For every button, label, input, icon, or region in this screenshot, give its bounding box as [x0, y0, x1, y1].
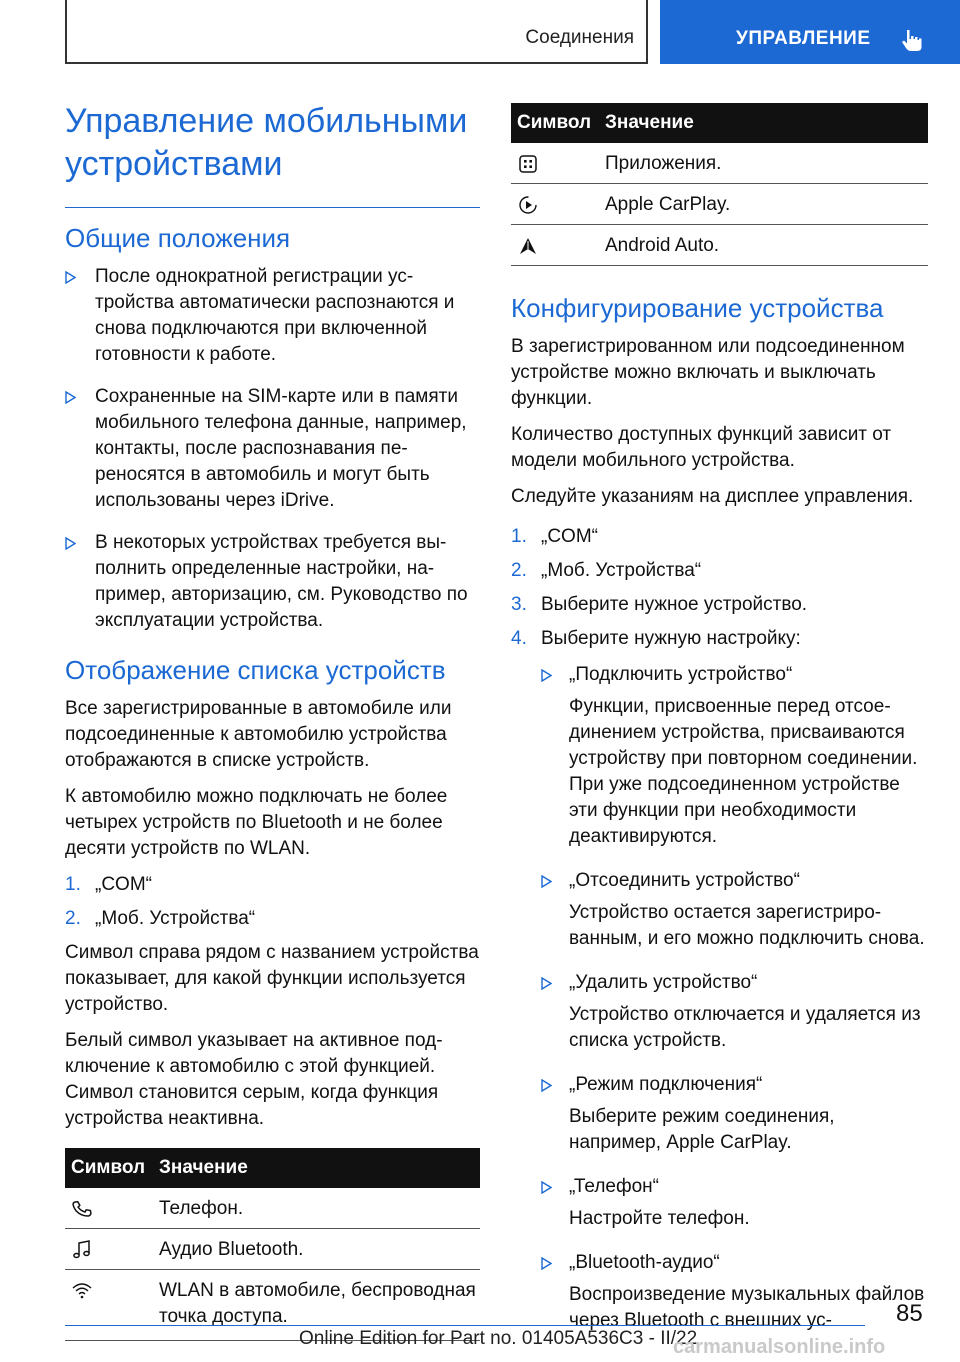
paragraph: Все зарегистрированные в автомобиле или подсоединенные к автомобилю устройства отображаются в списке устройств. [65, 698, 452, 771]
triangle-bullet-icon [541, 1181, 552, 1194]
step-item [65, 872, 480, 898]
table-cell-meaning: Телефон. [159, 1188, 480, 1229]
step-item [511, 626, 928, 652]
title-divider [65, 207, 480, 208]
step-number: 4. [511, 628, 527, 649]
header-section-tab [65, 0, 648, 64]
option-title [511, 662, 928, 688]
page-title-line2: устройствами [65, 145, 283, 183]
table-cell-meaning: Аудио Bluetooth. [159, 1229, 480, 1270]
table-row [65, 1229, 480, 1270]
header-chapter-tab [660, 0, 960, 64]
table-cell-meaning: WLAN в автомобиле, беспроводная точка доступа. [159, 1270, 480, 1341]
option-title-text: „Отсоединить устройство“ [569, 870, 800, 891]
step-text: „Моб. Устройства“ [541, 560, 702, 581]
list-item [65, 264, 480, 368]
bullet-text: Сохраненные на SIM-карте или в памяти мобильного телефона данные, например, контакты, после распознавания переносятся в автомобиль и могут быть использованы через iDrive. [95, 386, 467, 511]
table-row [511, 143, 928, 184]
page-title-line1: Управление мобильными [65, 102, 468, 140]
option-title-text: „Подключить устройство“ [569, 664, 793, 685]
table-row [65, 1188, 480, 1229]
paragraph: Символ справа рядом с названием устройства показывает, для какой функции используется устройство. [65, 942, 479, 1015]
option-title [511, 970, 928, 996]
option-title [511, 1072, 928, 1098]
table-header-meaning: Значение [605, 103, 928, 143]
table-header-symbol: Символ [511, 103, 605, 143]
bullet-text: В некоторых устройствах требуется выполнить определенные настройки, например, авторизацию, см. Руководство по эксплуатации устройства. [95, 532, 468, 631]
option-description: Устройство остается зарегистрированным, и его можно подключить снова. [569, 902, 925, 949]
left-column [65, 100, 480, 1341]
table-header-symbol: Символ [65, 1148, 159, 1188]
option-description: Выберите режим соединения, например, Apple CarPlay. [569, 1106, 835, 1153]
list-item [65, 530, 480, 634]
triangle-bullet-icon [541, 875, 552, 888]
triangle-bullet-icon [541, 669, 552, 682]
watermark: carmanualsonline.info [673, 1336, 886, 1358]
step-number: 2. [65, 908, 81, 929]
table-row [511, 225, 928, 266]
section-heading-config: Конфигурирование устройства [511, 293, 884, 323]
option-title [511, 1174, 928, 1200]
table-header-meaning: Значение [159, 1148, 480, 1188]
option-description: Устройство отключается и удаляется из списка устройств. [569, 1004, 921, 1051]
table-header-row [511, 103, 928, 143]
paragraph: Следуйте указаниям на дисплее управления. [511, 486, 914, 507]
option-title-text: „Режим подключения“ [569, 1074, 763, 1095]
step-item [511, 524, 928, 550]
paragraph: Белый символ указывает на активное подключение к автомобилю с этой функцией. Символ становится серым, когда функция устройства неактивна. [65, 1030, 443, 1129]
apps-icon [517, 153, 539, 175]
footer-edition: Online Edition for Part no. 01405A536C3 - II/22 [299, 1328, 698, 1349]
paragraph: В зарегистрированном или подсоединенном устройстве можно включать и выключать функции. [511, 336, 905, 409]
music-note-icon [71, 1239, 93, 1261]
step-item [65, 906, 480, 932]
page-number: 85 [896, 1300, 923, 1327]
step-text: „COM“ [95, 874, 152, 895]
bullet-text: После однократной регистрации устройства автоматически распознаются и снова подключаются при включенной готовности к работе. [95, 266, 455, 365]
table-row [511, 184, 928, 225]
paragraph: Количество доступных функций зависит от модели мобильного устройства. [511, 424, 892, 471]
option-title [511, 868, 928, 894]
symbol-table-left [65, 1148, 480, 1341]
step-text: „COM“ [541, 526, 598, 547]
android-auto-icon [517, 235, 539, 257]
option-description: Воспроизведение музыкальных файлов через Bluetooth с внешних ус- [569, 1284, 925, 1331]
phone-icon [71, 1198, 93, 1220]
symbol-table-right [511, 103, 928, 266]
list-item [65, 384, 480, 514]
wifi-icon [71, 1280, 93, 1302]
carplay-icon [517, 194, 539, 216]
table-cell-meaning: Android Auto. [605, 225, 928, 266]
step-number: 1. [65, 874, 81, 895]
right-column [511, 103, 928, 1334]
step-text: Выберите нужное устройство. [541, 594, 808, 615]
page-title [65, 100, 480, 186]
step-number: 2. [511, 560, 527, 581]
option-description: Настройте телефон. [569, 1208, 750, 1229]
option-title [511, 1250, 928, 1276]
paragraph: К автомобилю можно подключать не более четырех устройств по Bluetooth и не более десяти устройств по WLAN. [65, 786, 448, 859]
step-text: Выберите нужную настройку: [541, 628, 801, 649]
triangle-bullet-icon [541, 1257, 552, 1270]
triangle-bullet-icon [65, 391, 76, 404]
step-number: 3. [511, 594, 527, 615]
table-header-row [65, 1148, 480, 1188]
step-item [511, 558, 928, 584]
triangle-bullet-icon [541, 977, 552, 990]
table-cell-meaning: Приложения. [605, 143, 928, 184]
footer-divider [65, 1325, 865, 1326]
triangle-bullet-icon [65, 271, 76, 284]
header-section-label: Соединения [525, 27, 634, 48]
step-number: 1. [511, 526, 527, 547]
step-text: „Моб. Устройства“ [95, 908, 256, 929]
section-heading-device-list: Отображение списка устройств [65, 655, 446, 685]
table-cell-meaning: Apple CarPlay. [605, 184, 928, 225]
hand-pointer-icon [899, 27, 925, 53]
option-title-text: „Телефон“ [569, 1176, 659, 1197]
triangle-bullet-icon [541, 1079, 552, 1092]
option-title-text: „Bluetooth-аудио“ [569, 1252, 720, 1273]
step-item [511, 592, 928, 618]
header-chapter-label: УПРАВЛЕНИЕ [736, 28, 871, 49]
section-heading-general: Общие положения [65, 223, 291, 253]
option-description: Функции, присвоенные перед отсоединением устройства, присваиваются устройству при повторном соединении. При уже подсоединенном устройстве эти функции при необходимости деактивируются. [569, 696, 918, 847]
triangle-bullet-icon [65, 537, 76, 550]
option-title-text: „Удалить устройство“ [569, 972, 758, 993]
